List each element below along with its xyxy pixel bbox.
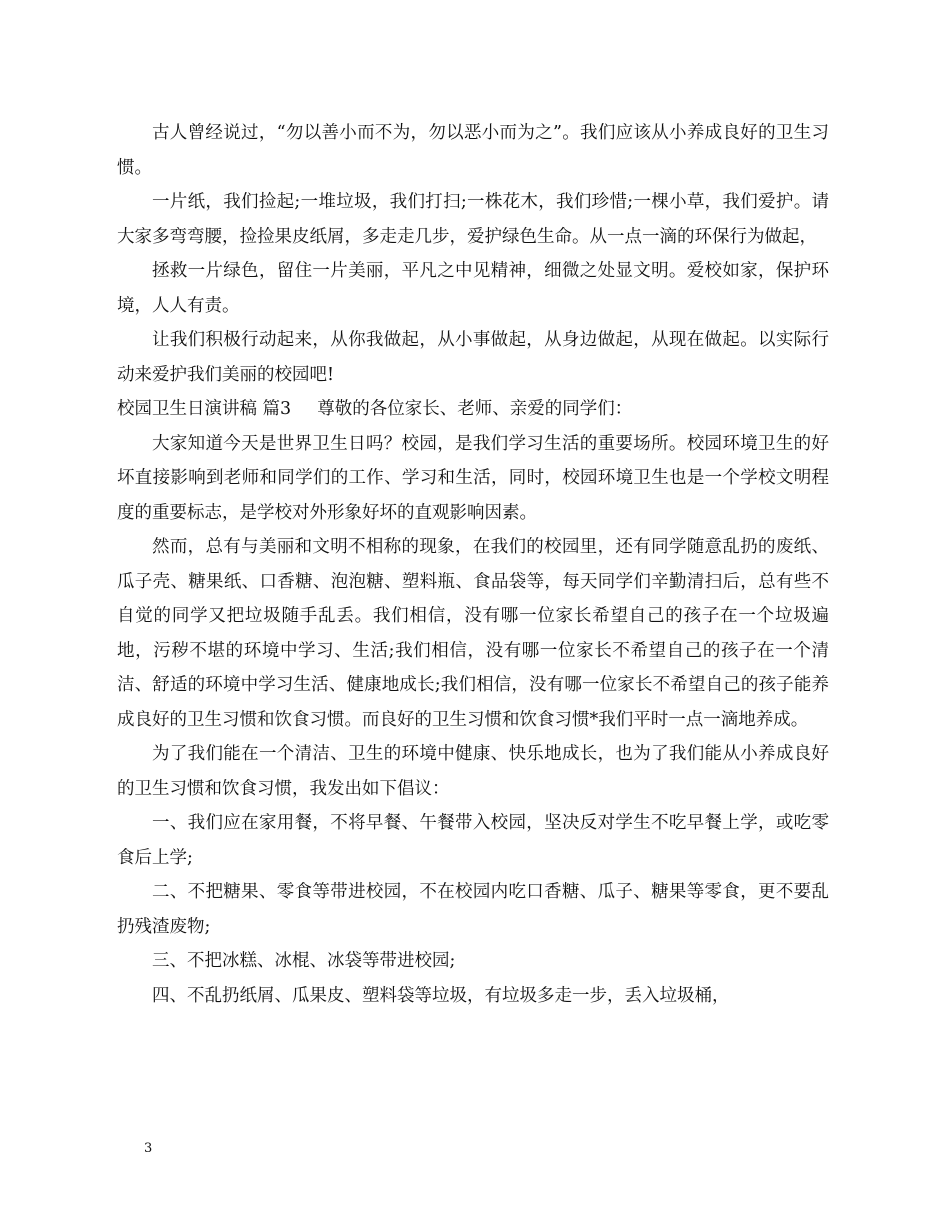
proposal-item-4: 四、不乱扔纸屑、瓜果皮、塑料袋等垃圾，有垃圾多走一步，丢入垃圾桶， [152,985,730,1006]
document-body [117,116,829,1013]
paragraph-4: 让我们积极行动起来，从你我做起，从小事做起，从身边做起，从现在做起。以实际行动来爱护我们美丽的校园吧! [117,330,829,385]
section-heading-line [117,392,829,427]
section-title: 校园卫生日演讲稿 篇3 [117,399,292,419]
paragraph-3: 拯救一片绿色，留住一片美丽，平凡之中见精神，细微之处显文明。爱校如家，保护环境，人人有责。 [117,261,829,316]
proposal-item-3: 三、不把冰糕、冰棍、冰袋等带进校园; [152,951,456,971]
salutation: 尊敬的各位家长、老师、亲爱的同学们： [317,399,633,419]
proposal-item-1: 一、我们应在家用餐，不将早餐、午餐带入校园，坚决反对学生不吃早餐上学，或吃零食后上学; [117,813,829,868]
paragraph-1: 古人曾经说过，“勿以善小而不为，勿以恶小而为之”。我们应该从小养成良好的卫生习惯。 [117,123,829,178]
proposal-item-2: 二、不把糖果、零食等带进校园，不在校园内吃口香糖、瓜子、糖果等零食，更不要乱扔残渣废物; [117,882,829,937]
page-number: 3 [144,1141,153,1156]
paragraph-7: 为了我们能在一个清洁、卫生的环境中健康、快乐地成长，也为了我们能从小养成良好的卫生习惯和饮食习惯，我发出如下倡议： [117,744,829,799]
paragraph-2: 一片纸，我们捡起;一堆垃圾，我们打扫;一株花木，我们珍惜;一棵小草，我们爱护。请大家多弯弯腰，捡捡果皮纸屑，多走走几步，爱护绿色生命。从一点一滴的环保行为做起， [117,192,829,247]
paragraph-6: 然而，总有与美丽和文明不相称的现象，在我们的校园里，还有同学随意乱扔的废纸、瓜子壳、糖果纸、口香糖、泡泡糖、塑料瓶、食品袋等，每天同学们辛勤清扫后，总有些不自觉的同学又把垃圾随手乱丢。我们相信，没有哪一位家长希望自己的孩子在一个垃圾遍地，污秽不堪的环境中学习、生活;我们相信，没有哪一位家长不希望自己的孩子在一个清洁、舒适的环境中学习生活、健康地成长;我们相信，没有哪一位家长不希望自己的孩子能养成良好的卫生习惯和饮食习惯。而良好的卫生习惯和饮食习惯*我们平时一点一滴地养成。 [117,537,829,730]
paragraph-5: 大家知道今天是世界卫生日吗？校园，是我们学习生活的重要场所。校园环境卫生的好坏直接影响到老师和同学们的工作、学习和生活，同时，校园环境卫生也是一个学校文明程度的重要标志，是学校对外形象好坏的直观影响因素。 [117,433,829,523]
